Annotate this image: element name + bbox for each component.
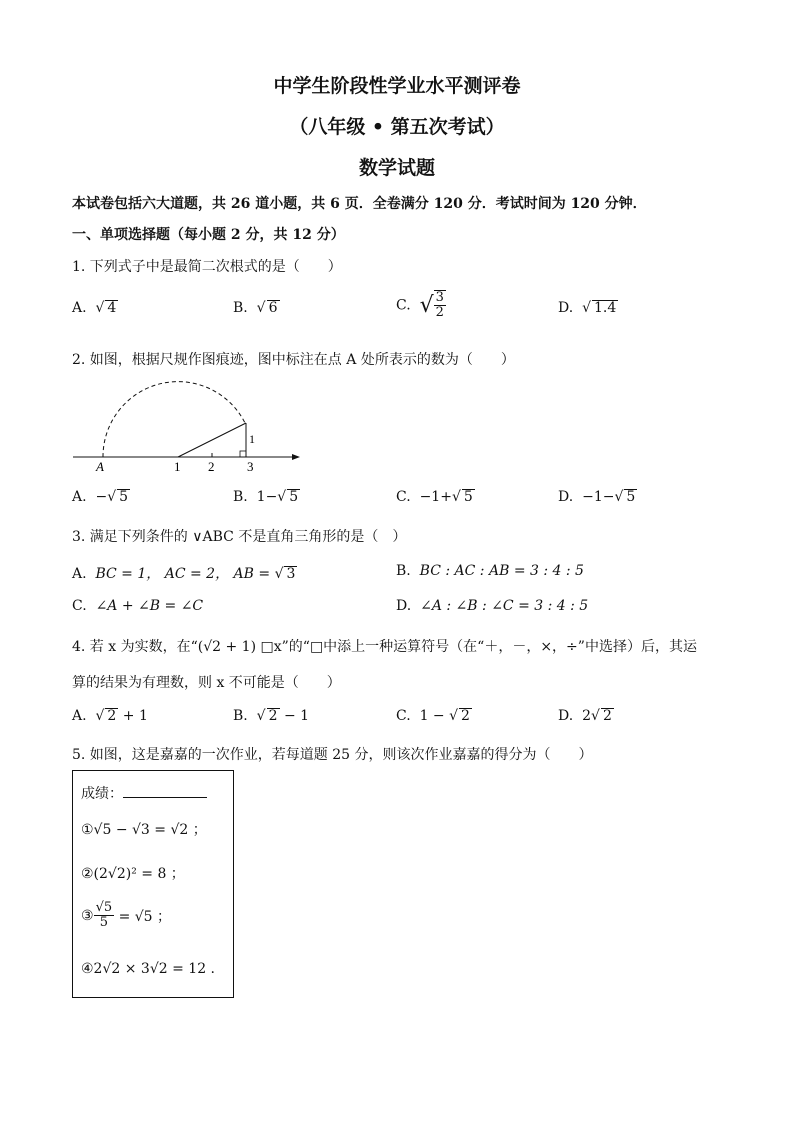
option-letter: A.: [72, 300, 87, 316]
radicand: 5: [289, 489, 299, 505]
denominator: 2: [435, 305, 444, 321]
right-angle-mark: [240, 451, 246, 457]
option-letter: D.: [396, 598, 412, 614]
option-text: BC = 1， AC = 2， AB =: [95, 566, 275, 582]
question-3-option-c: [72, 598, 203, 614]
exam-intro: 本试卷包括六大道题，共 26 道小题，共 6 页．全卷满分 120 分．考试时间为 120 分钟．: [72, 196, 647, 212]
option-letter: C.: [396, 708, 411, 724]
question-4-option-d: D. 2√ 2: [558, 708, 612, 724]
question-2-option-b: B. 1−√ 5: [233, 489, 299, 505]
radicand: 6: [268, 300, 278, 316]
question-1-option-b: B. √ 6: [233, 300, 278, 316]
option-letter: A.: [72, 489, 87, 505]
question-3-option-d: [396, 598, 588, 614]
tick-label-1: 1: [174, 459, 181, 474]
question-4-option-b: B. √ 2 − 1: [233, 708, 310, 724]
equation-rest: = √5 ；: [118, 908, 172, 925]
question-4-option-c: C. 1 − √ 2: [396, 708, 470, 724]
number-line-figure: [68, 375, 308, 475]
hypotenuse-line: [178, 423, 246, 457]
score-row: [81, 783, 207, 803]
radicand: 3: [286, 566, 296, 582]
radicand: 5: [626, 489, 636, 505]
option-letter: B.: [233, 300, 248, 316]
question-1-option-a: A. √ 4: [72, 300, 117, 316]
option-suffix: − 1: [279, 708, 310, 724]
subject-title: 数学试题: [358, 157, 435, 179]
option-letter: B.: [233, 489, 248, 505]
fraction: [434, 290, 446, 321]
radicand: 1.4: [594, 300, 617, 316]
circled-three-icon: ③: [81, 907, 94, 924]
option-letter: A.: [72, 566, 87, 582]
homework-item-3: [81, 901, 171, 931]
option-prefix: 1 −: [419, 708, 450, 724]
homework-item-4: ④2√2 × 3√2 = 12 .: [81, 961, 215, 977]
option-letter: B.: [396, 563, 411, 579]
option-prefix: −1−: [582, 489, 615, 505]
numerator: √5: [95, 900, 113, 915]
radicand: 2: [107, 708, 117, 724]
compass-arc: [103, 382, 246, 457]
option-letter: C.: [396, 489, 411, 505]
question-1-stem: 1. 下列式子中是最简二次根式的是（ ）: [72, 259, 342, 275]
fraction: [94, 901, 115, 931]
question-3-option-a: A. BC = 1， AC = 2， AB = √ 3: [72, 566, 296, 582]
option-letter: D.: [558, 489, 574, 505]
question-2-option-a: A. −√ 5: [72, 489, 129, 505]
section-heading: 一、单项选择题（每小题 2 分，共 12 分）: [72, 227, 345, 243]
axis-arrow: [292, 454, 300, 460]
option-letter: B.: [233, 708, 248, 724]
numerator: 3: [435, 290, 444, 305]
tick-label-3: 3: [247, 459, 254, 474]
option-prefix: 1−: [256, 489, 278, 505]
option-suffix: + 1: [118, 708, 148, 724]
option-letter: A.: [72, 708, 87, 724]
point-a-label: A: [96, 459, 104, 474]
option-letter: C.: [72, 598, 87, 614]
question-3-option-b: [396, 563, 584, 579]
question-2-stem: 2. 如图，根据尺规作图痕迹，图中标注在点 A 处所表示的数为（ ）: [72, 352, 515, 368]
question-4-stem-line2: 算的结果为有理数，则 x 不可能是（ ）: [72, 675, 341, 691]
homework-item-2: ②(2√2)² = 8 ；: [81, 866, 185, 882]
question-3-stem: 3. 满足下列条件的 ∨ABC 不是直角三角形的是（ ）: [72, 529, 407, 545]
option-text: ∠A + ∠B = ∠C: [95, 598, 204, 614]
homework-card: [72, 770, 234, 998]
radicand: 5: [463, 489, 473, 505]
option-text: ∠A : ∠B : ∠C = 3 : 4 : 5: [420, 598, 589, 614]
question-5-stem: 5. 如图，这是嘉嘉的一次作业，若每道题 25 分，则该次作业嘉嘉的得分为（ ）: [72, 747, 593, 763]
question-4-option-a: A. √ 2 + 1: [72, 708, 148, 724]
exam-subtitle: （八年级 • 第五次考试）: [289, 116, 505, 138]
radicand: 5: [119, 489, 129, 505]
question-2-option-c: C. −1+√ 5: [396, 489, 473, 505]
question-2-option-d: D. −1−√ 5: [558, 489, 636, 505]
radicand: 4: [107, 300, 117, 316]
score-label: 成绩：: [81, 786, 123, 802]
option-letter: D.: [558, 300, 574, 316]
option-prefix: 2: [582, 708, 592, 724]
exam-title: 中学生阶段性学业水平测评卷: [273, 75, 521, 97]
question-1-option-d: D. √ 1.4: [558, 300, 617, 316]
option-prefix: −: [95, 489, 108, 505]
denominator: 5: [99, 915, 108, 931]
radicand: 2: [461, 708, 470, 724]
option-text: BC : AC : AB = 3 : 4 : 5: [419, 563, 584, 579]
radicand: 2: [268, 708, 278, 724]
tick-label-2: 2: [208, 459, 215, 474]
option-letter: C.: [396, 297, 411, 314]
side-length-label: 1: [249, 432, 255, 446]
radicand: 2: [602, 708, 612, 724]
question-4-stem-line1: 4. 若 x 为实数，在“(√2 + 1) □x”的“□中添上一种运算符号（在“＋，－，×，÷”中选择）后，其运: [72, 639, 697, 655]
option-letter: D.: [558, 708, 574, 724]
option-prefix: −1+: [419, 489, 452, 505]
question-1-option-c: C. √ $\frac{3}{2}$: [396, 290, 444, 321]
score-blank: [123, 785, 207, 798]
homework-item-1: ①√5 − √3 = √2 ；: [81, 822, 207, 838]
